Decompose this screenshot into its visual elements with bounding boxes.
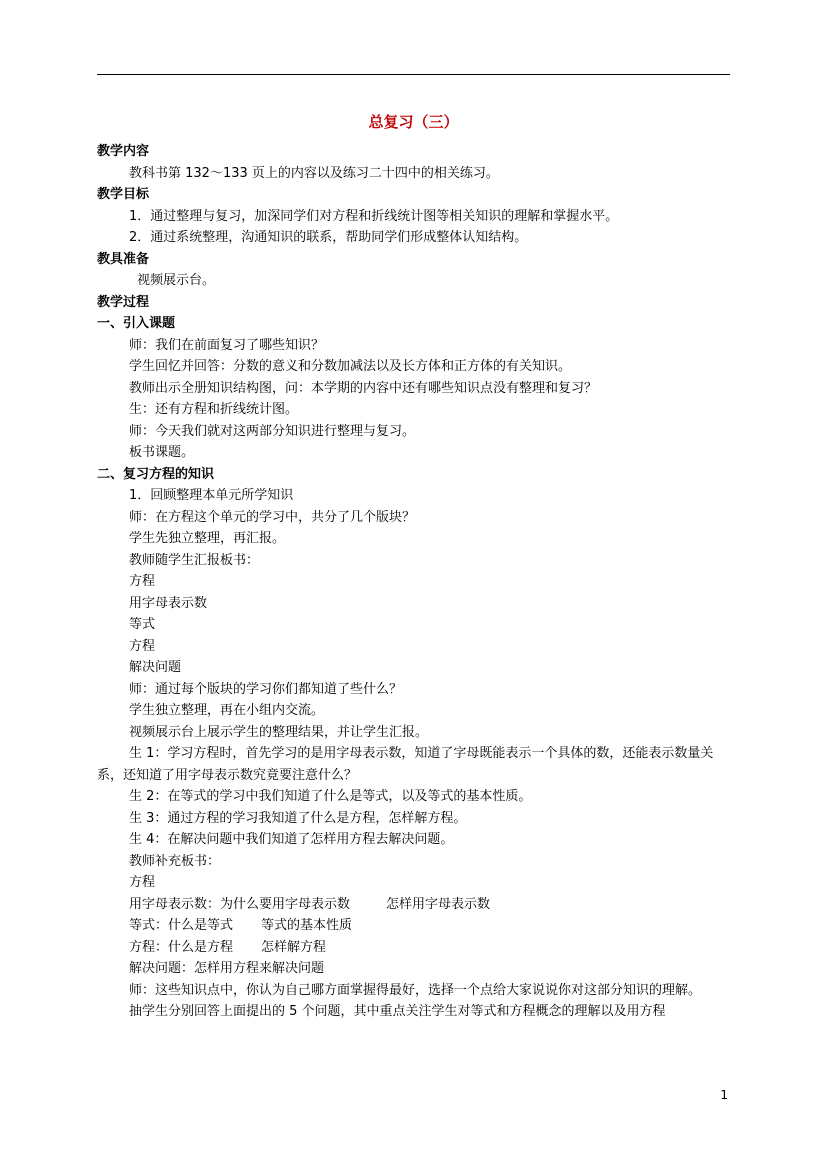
section-heading: 教学目标 <box>97 187 150 202</box>
section-heading: 教学过程 <box>97 294 150 310</box>
text-line: 教师随学生汇报板书： <box>129 552 260 568</box>
text-line: 生 4：在解决问题中我们知道了怎样用方程去解决问题。 <box>129 832 454 847</box>
text-line: 解决问题 <box>129 660 182 675</box>
text-line: 学生先独立整理，再汇报。 <box>129 531 286 546</box>
text-line: 视频展示台。 <box>137 273 216 288</box>
text-line: 师：今天我们就对这两部分知识进行整理与复习。 <box>129 423 416 439</box>
text-line: 学生独立整理，再在小组内交流。 <box>129 703 325 718</box>
text-line: 教师出示全册知识结构图，问：本学期的内容中还有哪些知识点没有整理和复习？ <box>129 380 598 396</box>
text-line: 抽学生分别回答上面提出的 5 个问题，其中重点关注学生对等式和方程概念的理解以及用方程 <box>129 1004 666 1019</box>
text-line: 视频展示台上展示学生的整理结果，并让学生汇报。 <box>129 724 429 740</box>
text-line: 学生回忆并回答：分数的意义和分数加减法以及长方体和正方体的有关知识。 <box>129 359 572 374</box>
text-line: 2．通过系统整理，沟通知识的联系，帮助同学们形成整体认知结构。 <box>129 230 528 245</box>
text-line: 师：通过每个版块的学习你们都知道了些什么？ <box>129 681 403 697</box>
text-line: 生：还有方程和折线统计图。 <box>129 402 299 417</box>
text-line: 板书课题。 <box>129 445 195 460</box>
text-line: 师：在方程这个单元的学习中，共分了几个版块？ <box>129 509 416 525</box>
board-row <box>97 915 730 937</box>
text-line: 方程 <box>129 875 156 890</box>
text-line: 等式 <box>129 617 156 632</box>
text-line: 方程 <box>129 638 156 654</box>
text-line: 教师补充板书： <box>129 853 221 869</box>
text-line: 1．回顾整理本单元所学知识 <box>129 488 294 503</box>
text-line: 生 2：在等式的学习中我们知道了什么是等式，以及等式的基本性质。 <box>129 789 532 804</box>
section-heading: 教具准备 <box>97 251 150 267</box>
board-item: 方程：什么是方程 <box>129 939 234 955</box>
board-subitem: 怎样解方程 <box>261 939 327 955</box>
page-number: 1 <box>720 1088 728 1102</box>
text-line: 1．通过整理与复习，加深同学们对方程和折线统计图等相关知识的理解和掌握水平。 <box>129 208 619 224</box>
board-subitem: 等式的基本性质 <box>261 918 353 933</box>
text-line: 生 1：学习方程时，首先学习的是用字母表示数，知道了字母既能表示一个具体的数，还能表示数量关系，还知道了用字母表示数究竟要注意什么？ <box>97 746 714 783</box>
section-heading: 二、复习方程的知识 <box>97 466 215 482</box>
board-row <box>97 894 730 916</box>
section-heading: 一、引入课题 <box>97 316 176 331</box>
text-line: 教科书第 132～133 页上的内容以及练习二十四中的相关练习。 <box>129 165 499 181</box>
text-line: 用字母表示数 <box>129 595 208 611</box>
board-item: 等式：什么是等式 <box>129 918 234 933</box>
header-rule <box>97 74 730 75</box>
text-line: 方程 <box>129 574 156 589</box>
board-row <box>97 937 730 959</box>
board-subitem: 怎样用字母表示数 <box>386 896 491 912</box>
text-line: 师：这些知识点中，你认为自己哪方面掌握得最好，选择一个点给大家说说你对这部分知识的理解。 <box>129 982 702 998</box>
document-body <box>97 141 730 1023</box>
page-title: 总复习（三） <box>368 113 459 131</box>
section-heading: 教学内容 <box>97 144 150 159</box>
text-line: 师：我们在前面复习了哪些知识？ <box>129 337 325 353</box>
text-line: 解决问题：怎样用方程来解决问题 <box>129 961 325 976</box>
board-item: 用字母表示数：为什么要用字母表示数 <box>129 896 351 912</box>
text-line: 生 3：通过方程的学习我知道了什么是方程，怎样解方程。 <box>129 810 467 826</box>
